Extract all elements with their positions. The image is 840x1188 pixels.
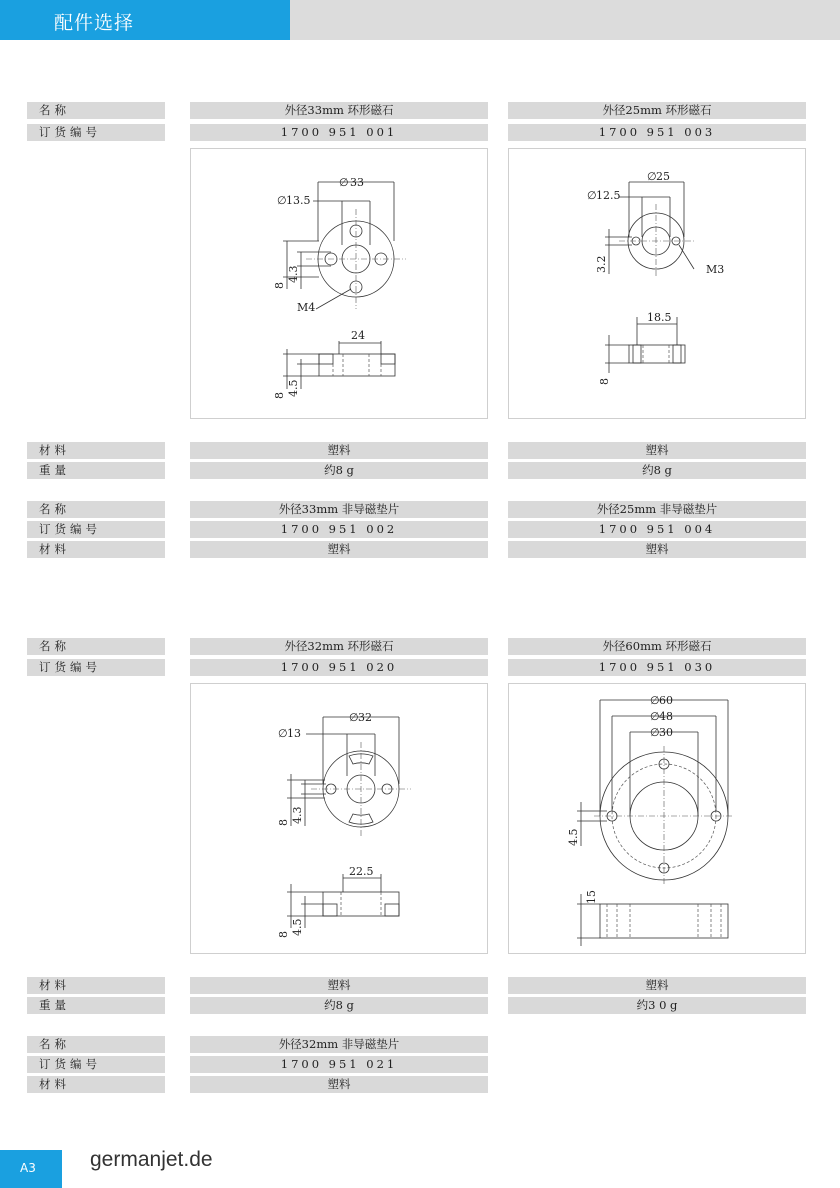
page-title: 配件选择 xyxy=(54,12,135,34)
material-value: 塑料 xyxy=(190,541,488,558)
label-material: 材料 xyxy=(27,977,165,994)
material-value: 塑料 xyxy=(508,442,806,459)
website-link[interactable]: germanjet.de xyxy=(90,1148,213,1171)
weight-value: 约8 g xyxy=(508,462,806,479)
dim-inner-diameter: 13 xyxy=(287,727,301,740)
label-name: 名称 xyxy=(27,501,165,518)
label-name: 名称 xyxy=(27,1036,165,1053)
dim-width: 24 xyxy=(351,329,365,342)
svg-text:∅: ∅ xyxy=(650,726,660,739)
dim-thread: M3 xyxy=(706,263,725,276)
dim-hole: 4.3 xyxy=(291,806,304,824)
label-material: 材料 xyxy=(27,1076,165,1093)
product-name: 外径25mm 非导磁垫片 xyxy=(508,501,806,518)
svg-text:∅: ∅ xyxy=(339,176,349,189)
drawing-ring-magnet-32 xyxy=(190,683,488,954)
dim-inner-diameter: 30 xyxy=(659,726,673,739)
dim-pcd: 48 xyxy=(659,710,673,723)
dim-hole: 4.3 xyxy=(287,265,300,283)
weight-value: 约8 g xyxy=(190,997,488,1014)
product-name: 外径33mm 环形磁石 xyxy=(190,102,488,119)
dim-width: 18.5 xyxy=(647,311,672,324)
product-name: 外径60mm 环形磁石 xyxy=(508,638,806,655)
dim-height: 8 xyxy=(277,931,290,938)
svg-text:∅: ∅ xyxy=(650,694,660,707)
material-value: 塑料 xyxy=(190,977,488,994)
label-order-no: 订货编号 xyxy=(27,521,165,538)
product-name: 外径32mm 非导磁垫片 xyxy=(190,1036,488,1053)
svg-text:∅: ∅ xyxy=(278,727,288,740)
svg-text:∅: ∅ xyxy=(349,711,359,724)
material-value: 塑料 xyxy=(190,1076,488,1093)
material-value: 塑料 xyxy=(508,541,806,558)
dim-height: 8 xyxy=(598,378,611,385)
order-number: 1700 951 021 xyxy=(190,1056,488,1073)
dim-height: 15 xyxy=(585,890,598,904)
dim-outer-diameter: 32 xyxy=(358,711,372,724)
dim-pitch: 8 xyxy=(277,819,290,826)
label-order-no: 订货编号 xyxy=(27,659,165,676)
dim-hole: 4.5 xyxy=(567,828,580,846)
label-weight: 重量 xyxy=(27,997,165,1014)
order-number: 1700 951 004 xyxy=(508,521,806,538)
order-number: 1700 951 030 xyxy=(508,659,806,676)
dim-thread: M4 xyxy=(297,301,316,314)
product-name: 外径25mm 环形磁石 xyxy=(508,102,806,119)
weight-value: 约3 0 g xyxy=(508,997,806,1014)
dim-inner-diameter: 12.5 xyxy=(596,189,621,202)
dim-width: 22.5 xyxy=(349,865,374,878)
dim-outer-diameter: 33 xyxy=(350,176,364,189)
material-value: 塑料 xyxy=(508,977,806,994)
label-name: 名称 xyxy=(27,102,165,119)
weight-value: 约8 g xyxy=(190,462,488,479)
dim-height: 8 xyxy=(273,392,286,399)
page-number-tab xyxy=(0,1150,62,1188)
material-value: 塑料 xyxy=(190,442,488,459)
header-bar xyxy=(290,0,840,40)
order-number: 1700 951 020 xyxy=(190,659,488,676)
header-tab xyxy=(0,0,290,40)
label-material: 材料 xyxy=(27,442,165,459)
order-number: 1700 951 001 xyxy=(190,124,488,141)
label-order-no: 订货编号 xyxy=(27,124,165,141)
dim-outer-diameter: 25 xyxy=(656,170,670,183)
svg-text:∅: ∅ xyxy=(587,189,597,202)
product-name: 外径32mm 环形磁石 xyxy=(190,638,488,655)
svg-text:∅: ∅ xyxy=(647,170,657,183)
drawing-ring-magnet-60 xyxy=(508,683,806,954)
page-number: A3 xyxy=(20,1161,36,1175)
dim-pitch: 8 xyxy=(273,282,286,289)
dim-hole: 3.2 xyxy=(595,255,608,273)
dim-outer-diameter: 60 xyxy=(659,694,673,707)
label-weight: 重量 xyxy=(27,462,165,479)
order-number: 1700 951 002 xyxy=(190,521,488,538)
drawing-ring-magnet-25 xyxy=(508,148,806,419)
order-number: 1700 951 003 xyxy=(508,124,806,141)
label-order-no: 订货编号 xyxy=(27,1056,165,1073)
label-material: 材料 xyxy=(27,541,165,558)
dim-step: 4.5 xyxy=(287,379,300,397)
label-name: 名称 xyxy=(27,638,165,655)
dim-inner-diameter: 13.5 xyxy=(286,194,311,207)
svg-text:∅: ∅ xyxy=(277,194,287,207)
svg-text:∅: ∅ xyxy=(650,710,660,723)
drawing-ring-magnet-33 xyxy=(190,148,488,419)
dim-step: 4.5 xyxy=(291,918,304,936)
product-name: 外径33mm 非导磁垫片 xyxy=(190,501,488,518)
